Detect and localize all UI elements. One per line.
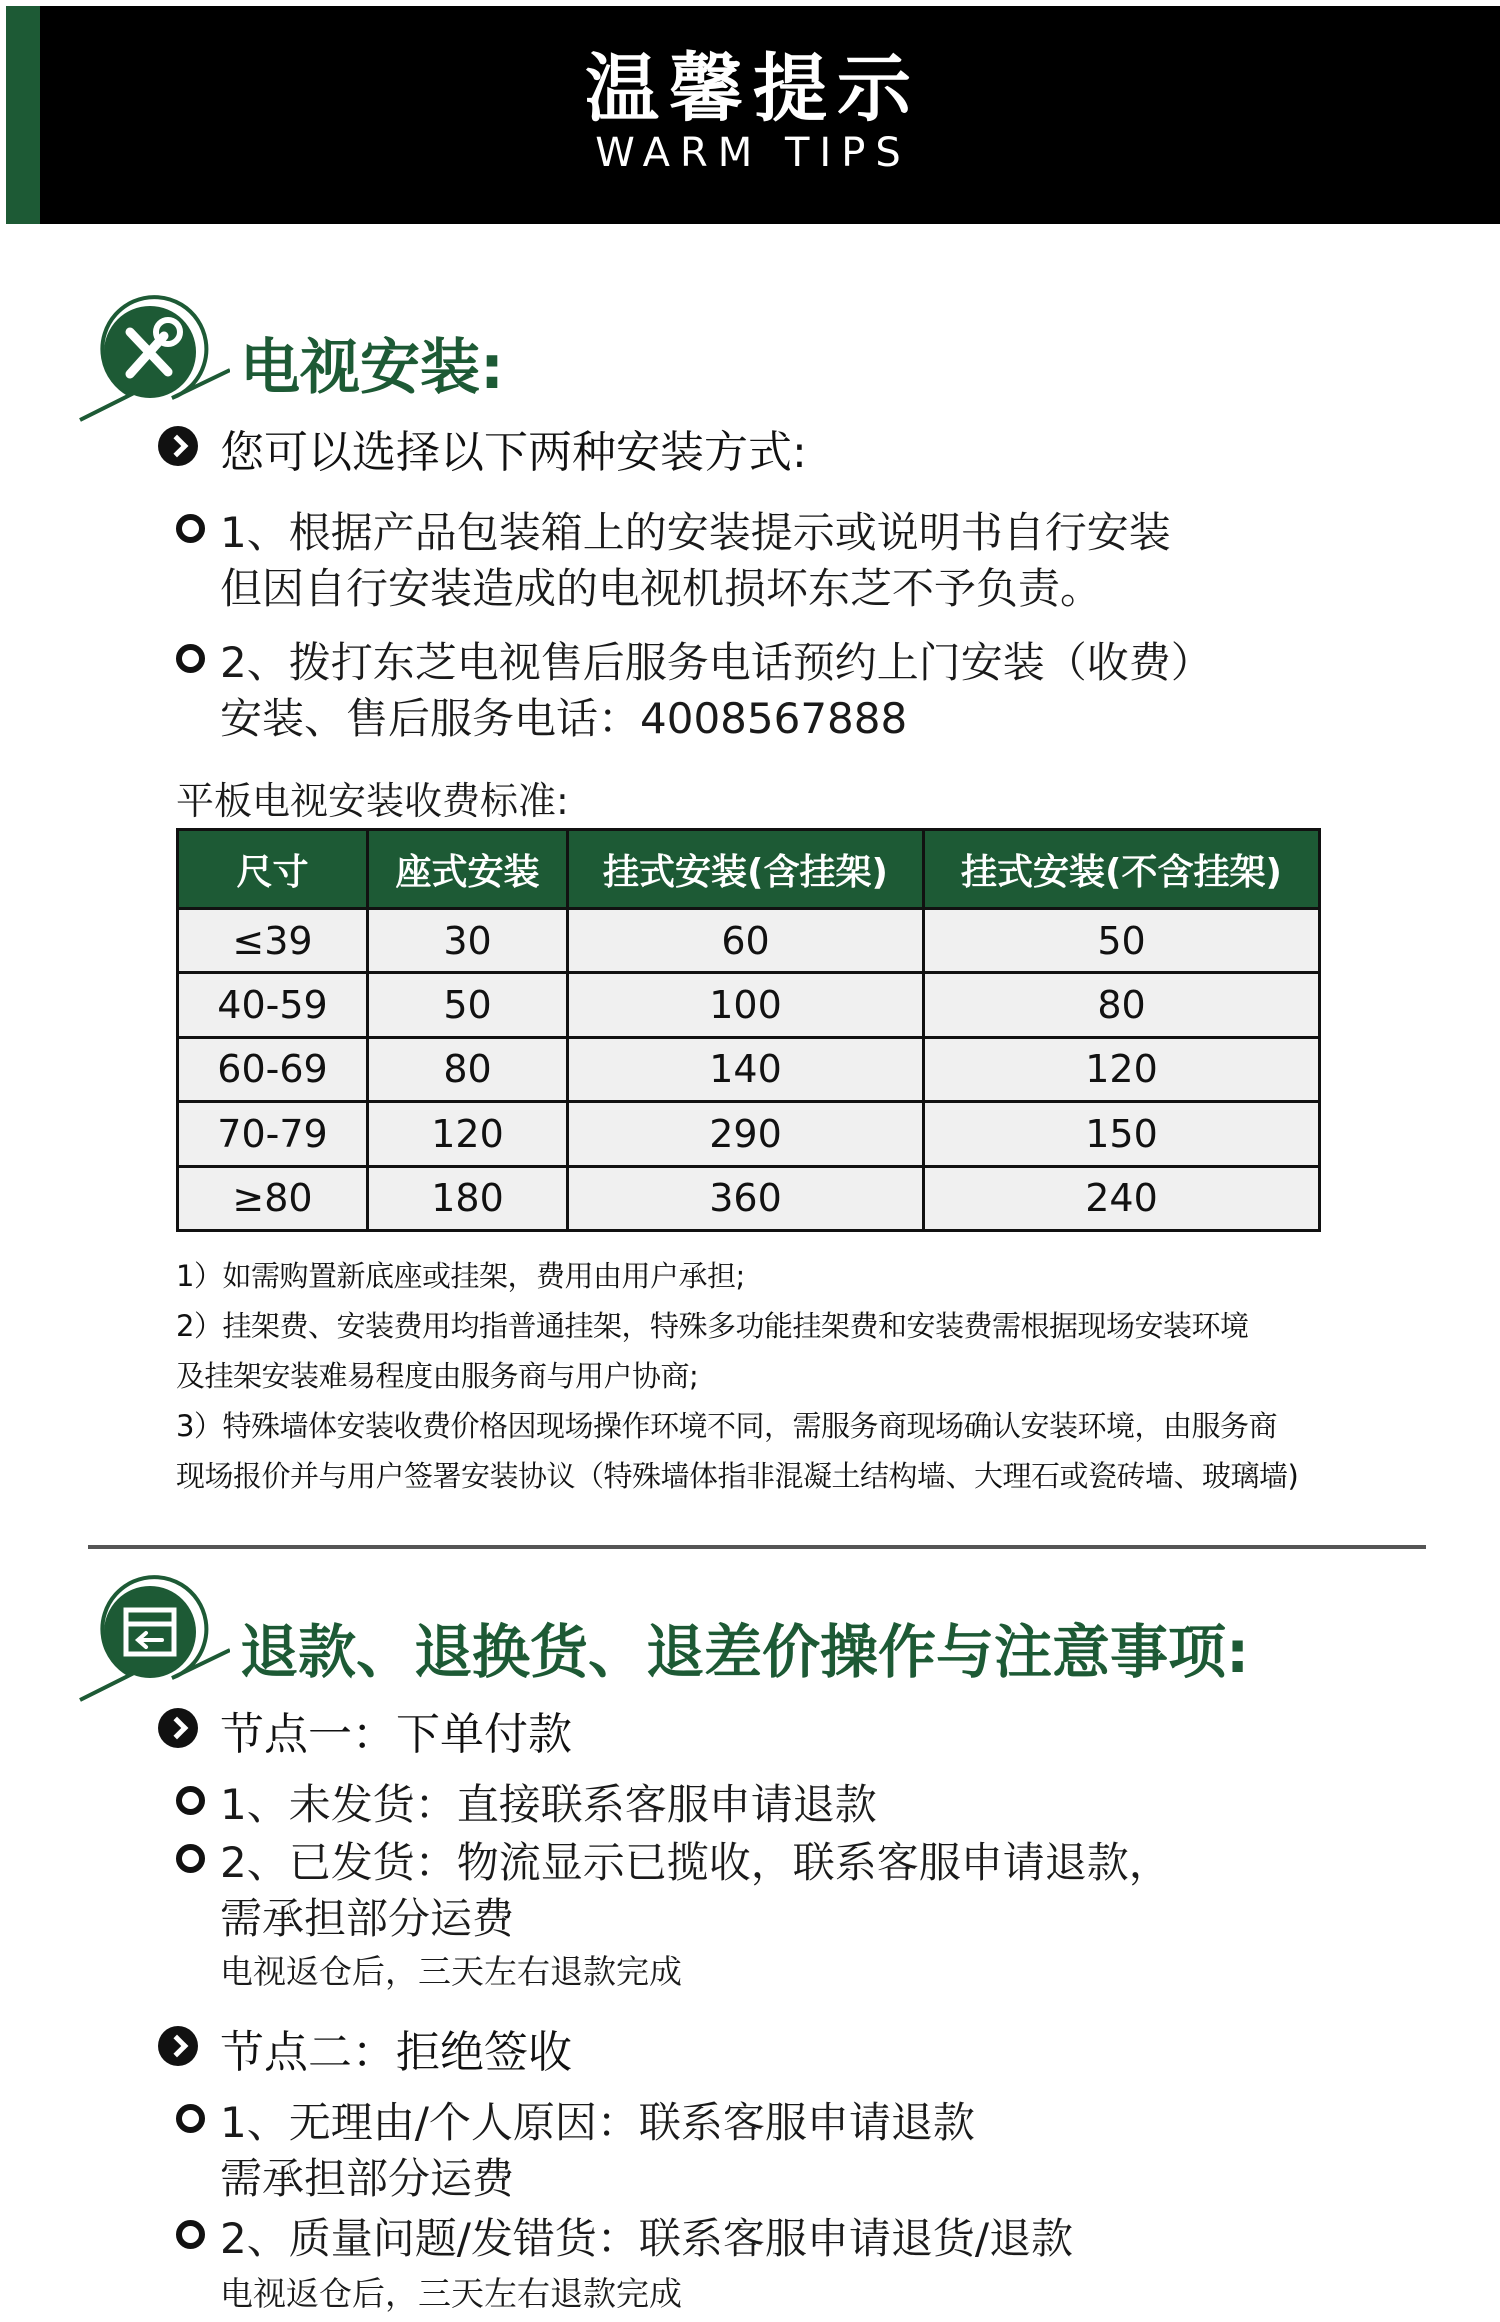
table-row	[178, 1102, 1320, 1166]
arrow-bullet-icon	[158, 426, 198, 466]
ring-bullet-icon	[176, 2104, 205, 2133]
node-1-item-2-line1: 2、已发货：物流显示已揽收，联系客服申请退款，	[220, 1838, 1171, 1887]
wrench-screwdriver-icon	[70, 290, 230, 430]
header-wall-install-with-bracket: 挂式安装(含挂架)	[568, 830, 924, 909]
table-cell: 240	[924, 1166, 1320, 1230]
node-2-heading: 节点二：拒绝签收	[220, 2027, 572, 2078]
table-cell: 30	[368, 909, 568, 973]
fee-note-3: 3）特殊墙体安装收费价格因现场操作环境不同，需服务商现场确认安装环境，由服务商	[176, 1409, 1277, 1443]
ring-bullet-icon	[176, 1786, 205, 1815]
ring-bullet-icon	[176, 1844, 205, 1873]
node-2-item-2-line1: 2、质量问题/发错货：联系客服申请退货/退款	[220, 2214, 1074, 2263]
node-1-item-2-note: 电视返仓后，三天左右退款完成	[220, 1952, 682, 1991]
table-row	[178, 1166, 1320, 1230]
table-cell: ≥80	[178, 1166, 368, 1230]
arrow-bullet-icon	[158, 2026, 198, 2066]
table-cell: 150	[924, 1102, 1320, 1166]
table-cell: 180	[368, 1166, 568, 1230]
table-cell: ≤39	[178, 909, 368, 973]
ring-bullet-icon	[176, 644, 205, 673]
node-1-item-1: 1、未发货：直接联系客服申请退款	[220, 1780, 877, 1829]
fee-table-caption: 平板电视安装收费标准:	[176, 779, 569, 823]
table-cell: 70-79	[178, 1102, 368, 1166]
install-intro: 您可以选择以下两种安装方式:	[220, 427, 807, 478]
install-option-2-line1: 2、拨打东芝电视售后服务电话预约上门安装（收费）	[220, 638, 1213, 687]
refund-section-title: 退款、退换货、退差价操作与注意事项:	[240, 1618, 1250, 1686]
node-2-item-1-line2: 需承担部分运费	[220, 2154, 515, 2203]
install-option-1-line1: 1、根据产品包装箱上的安装提示或说明书自行安装	[220, 508, 1171, 557]
node-1-heading: 节点一：下单付款	[220, 1709, 572, 1760]
table-row	[178, 1037, 1320, 1101]
table-row	[178, 909, 1320, 973]
ring-bullet-icon	[176, 2220, 205, 2249]
node-2-item-1-line1: 1、无理由/个人原因：联系客服申请退款	[220, 2098, 975, 2147]
header-size: 尺寸	[178, 830, 368, 909]
table-cell: 50	[924, 909, 1320, 973]
table-cell: 50	[368, 973, 568, 1037]
fee-note-2: 2）挂架费、安装费用均指普通挂架，特殊多功能挂架费和安装费需根据现场安装环境	[176, 1309, 1249, 1343]
ring-bullet-icon	[176, 514, 205, 543]
table-row	[178, 973, 1320, 1037]
node-2-item-2-note: 电视返仓后，三天左右退款完成	[220, 2274, 682, 2313]
table-cell: 60-69	[178, 1037, 368, 1101]
node-1-item-2-line2: 需承担部分运费	[220, 1894, 515, 1943]
table-cell: 100	[568, 973, 924, 1037]
return-box-icon	[70, 1570, 230, 1710]
fee-note-1: 1）如需购置新底座或挂架，费用由用户承担;	[176, 1259, 745, 1293]
table-cell: 120	[924, 1037, 1320, 1101]
install-fee-table	[176, 828, 1321, 1232]
fee-note-3-cont: 现场报价并与用户签署安装协议（特殊墙体指非混凝土结构墙、大理石或瓷砖墙、玻璃墙)	[176, 1459, 1299, 1493]
table-cell: 80	[924, 973, 1320, 1037]
install-option-1-line2: 但因自行安装造成的电视机损坏东芝不予负责。	[220, 564, 1103, 613]
header-wall-install-without-bracket: 挂式安装(不含挂架)	[924, 830, 1320, 909]
table-cell: 360	[568, 1166, 924, 1230]
arrow-bullet-icon	[158, 1708, 198, 1748]
header-banner	[6, 6, 1500, 224]
table-cell: 80	[368, 1037, 568, 1101]
table-header-row	[178, 830, 1320, 909]
install-option-2-line2: 安装、售后服务电话：4008567888	[220, 694, 908, 743]
section-divider	[88, 1545, 1426, 1549]
banner-title: 温馨提示	[585, 46, 921, 132]
install-section-title: 电视安装:	[240, 333, 504, 403]
table-cell: 60	[568, 909, 924, 973]
fee-note-2-cont: 及挂架安装难易程度由服务商与用户协商;	[176, 1359, 699, 1393]
banner-subtitle: WARM TIPS	[595, 130, 911, 176]
table-cell: 290	[568, 1102, 924, 1166]
table-cell: 120	[368, 1102, 568, 1166]
table-cell: 140	[568, 1037, 924, 1101]
header-stand-install: 座式安装	[368, 830, 568, 909]
table-cell: 40-59	[178, 973, 368, 1037]
